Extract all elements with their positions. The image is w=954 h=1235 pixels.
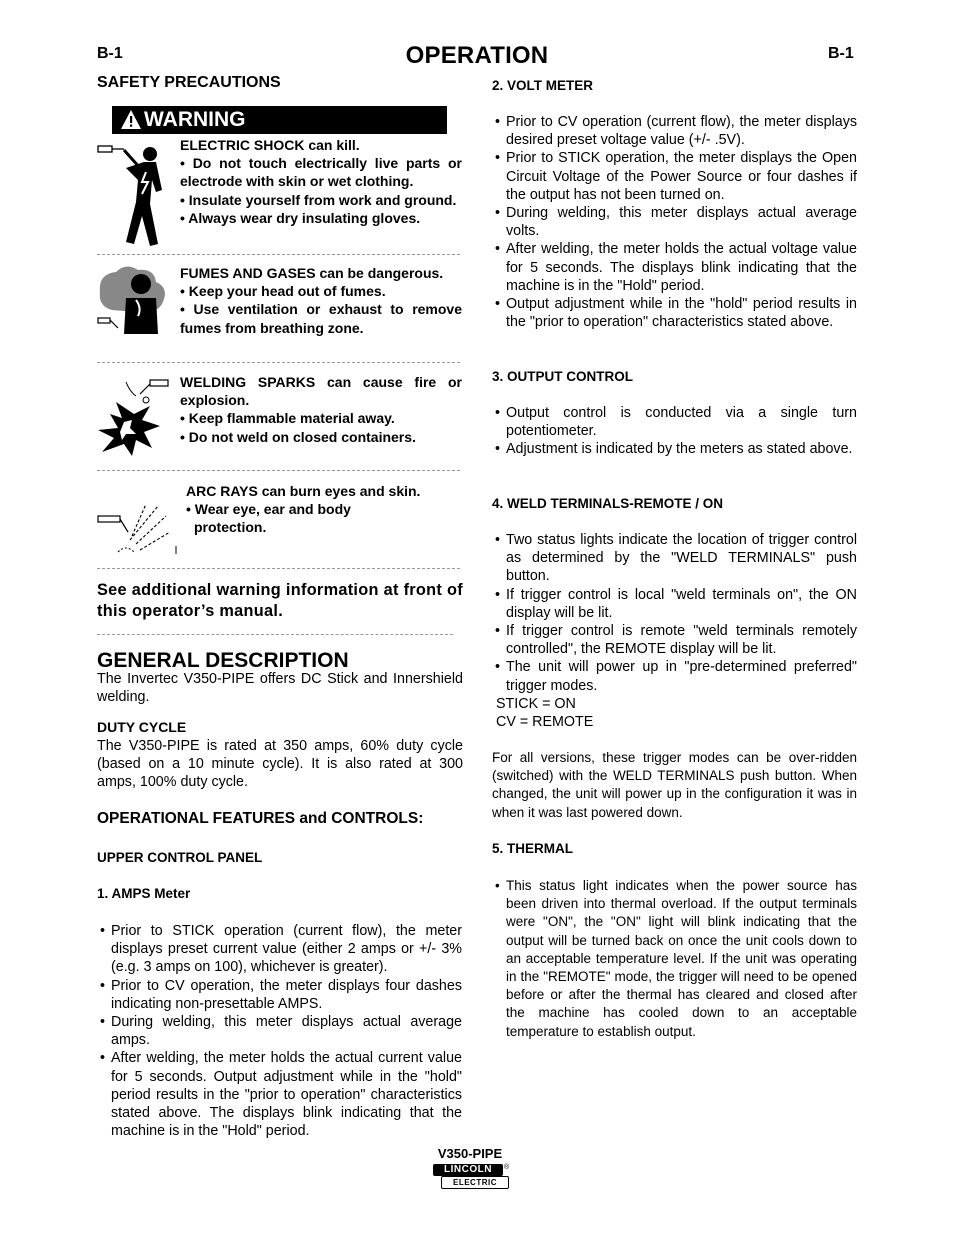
warning-triangle-icon [120, 109, 142, 130]
electric-shock-icon [96, 140, 176, 252]
amps-meter-list [97, 922, 462, 1140]
list-item: • Output adjustment while in the "hold" period results in the "prior to operation" characteristics stated above. [492, 295, 857, 331]
features-heading: OPERATIONAL FEATURES and CONTROLS: [97, 810, 424, 827]
warning-label: WARNING [144, 108, 246, 131]
upper-panel-heading: UPPER CONTROL PANEL [97, 850, 263, 865]
page-number-left: B-1 [97, 45, 123, 62]
list-item: • Prior to CV operation, the meter displays four dashes indicating non-presettable AMPS. [97, 977, 462, 1013]
override-text: For all versions, these trigger modes can be over-ridden (switched) with the WELD TERMINALS push button. When changed, the unit will power up in the configuration it was in when it was last powered down. [492, 750, 857, 820]
footer-model: V350-PIPE [437, 1146, 503, 1161]
warning-banner [112, 106, 447, 134]
list-item: • Output control is conducted via a single turn potentiometer. [492, 404, 857, 440]
amps-meter-heading: 1. AMPS Meter [97, 886, 191, 901]
divider [97, 634, 453, 635]
divider [97, 254, 460, 255]
list-item: • This status light indicates when the power source has been driven into thermal overload. If the output terminals were "ON", the "ON" light will blink indicating that the output will be turned back on once the unit cools down to an acceptable temperature level. If the unit was operating in the "REMOTE" mode, the trigger will need to be opened before or after the thermal has cleared and closed after the machine has cooled down to an acceptable temperature to establish output. [492, 877, 857, 1041]
shock-warning-text: ELECTRIC SHOCK can kill. • Do not touch electrically live parts or electrode with skin or wet clothing. • Insulate yourself from work and ground. • Always wear dry insulating gloves. [180, 137, 462, 226]
output-control-heading: 3. OUTPUT CONTROL [492, 369, 633, 384]
thermal-heading: 5. THERMAL [492, 841, 573, 856]
list-item: • If trigger control is remote "weld terminals remotely controlled", the REMOTE display will be lit. [492, 622, 857, 658]
see-additional-warning: See additional warning information at front of this operator’s manual. [97, 581, 463, 620]
divider [97, 362, 460, 363]
safety-heading: SAFETY PRECAUTIONS [97, 74, 281, 91]
duty-cycle-heading: DUTY CYCLE [97, 719, 187, 735]
sparks-explosion-icon [96, 376, 176, 456]
divider [97, 568, 460, 569]
list-item: • Prior to STICK operation, the meter displays the Open Circuit Voltage of the Power Source or four dashes if the output has not been turned on. [492, 149, 857, 204]
volt-meter-heading: 2. VOLT METER [492, 78, 594, 93]
list-item: • Adjustment is indicated by the meters as stated above. [492, 440, 857, 458]
cv-mode: CV = REMOTE [496, 714, 594, 730]
thermal-list [492, 877, 857, 1041]
list-item: • Prior to STICK operation (current flow), the meter displays preset current value (either 2 amps or +/- 3% (e.g. 3 amps on 100), whichever is greater). [97, 922, 462, 977]
fumes-icon [96, 262, 176, 342]
list-item: • Two status lights indicate the location of trigger control as determined by the "WELD TERMINALS" push button. [492, 531, 857, 586]
output-control-list [492, 404, 857, 459]
weld-terminals-list [492, 531, 857, 695]
duty-cycle-text: The V350-PIPE is rated at 350 amps, 60% duty cycle (based on a 10 minute cycle). It is also rated at 300 amps, 100% duty cycle. [97, 738, 463, 791]
volt-meter-list [492, 113, 857, 331]
page-number-right: B-1 [828, 45, 854, 62]
list-item: • During welding, this meter displays actual average amps. [97, 1013, 462, 1049]
stick-mode: STICK = ON [496, 696, 576, 712]
fumes-warning-text: FUMES AND GASES can be dangerous. • Keep your head out of fumes. • Use ventilation or exhaust to remove fumes from breathing zone. [180, 265, 462, 336]
general-intro: The Invertec V350-PIPE offers DC Stick and Innershield welding. [97, 671, 463, 706]
weld-terminals-heading: 4. WELD TERMINALS-REMOTE / ON [492, 496, 723, 511]
arc-rays-icon [96, 500, 180, 558]
sparks-warning-text: WELDING SPARKS can cause fire or explosion. • Keep flammable material away. • Do not weld on closed containers. [180, 374, 462, 445]
lincoln-electric-logo: LINCOLN ® ELECTRIC [433, 1164, 509, 1189]
general-description-heading: GENERAL DESCRIPTION [97, 649, 349, 672]
list-item: • Prior to CV operation (current flow), the meter displays desired preset voltage value (+/- .5V). [492, 113, 857, 149]
list-item: • The unit will power up in "pre-determined preferred" trigger modes. [492, 658, 857, 694]
list-item: • After welding, the meter holds the actual current value for 5 seconds. Output adjustment while in the "hold" period results in the "prior to operation" characteristics stated above. The displays blink indicating that the machine is in the "Hold" period. [97, 1049, 462, 1140]
divider [97, 470, 460, 471]
list-item: • After welding, the meter holds the actual voltage value for 5 seconds. The displays blink indicating that the machine is in the "Hold" period. [492, 240, 857, 295]
list-item: • If trigger control is local "weld terminals on", the ON display will be lit. [492, 586, 857, 622]
page-title: OPERATION [405, 42, 549, 69]
list-item: • During welding, this meter displays actual average volts. [492, 204, 857, 240]
arc-warning-text: ARC RAYS can burn eyes and skin. • Wear eye, ear and body protection. [186, 483, 421, 536]
